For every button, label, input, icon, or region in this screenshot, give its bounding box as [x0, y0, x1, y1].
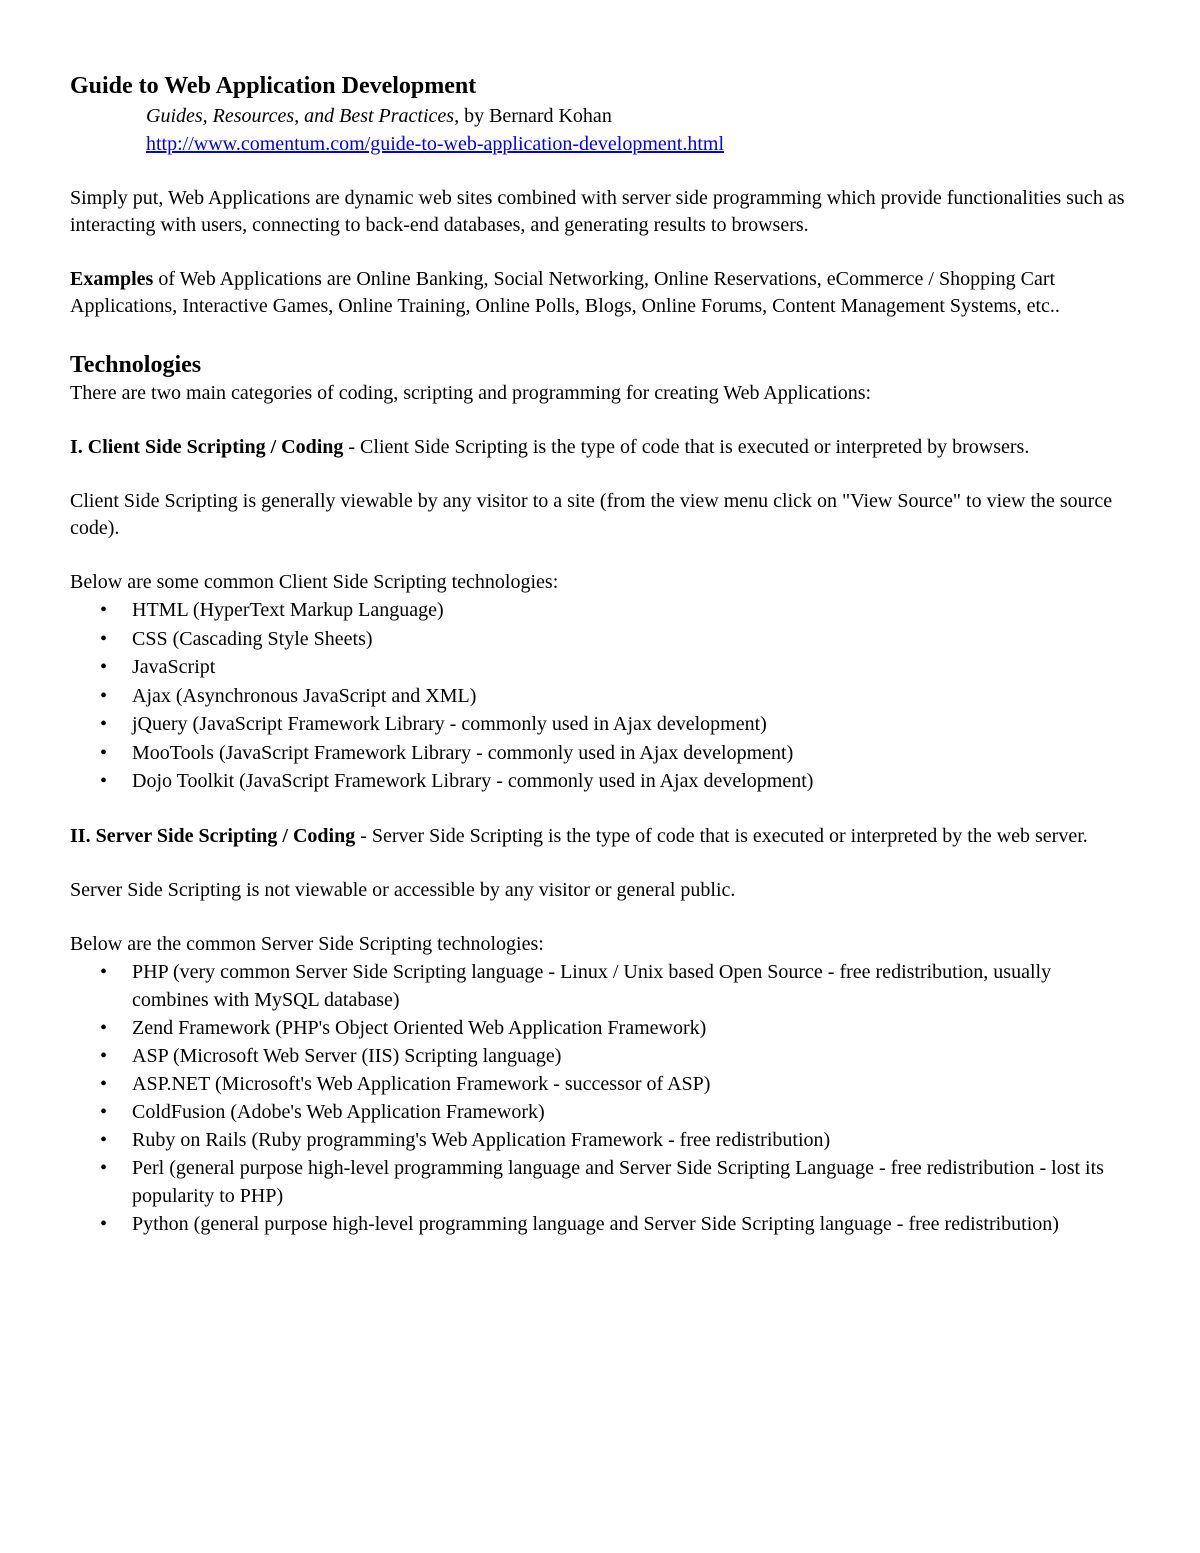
bullet-icon: •	[100, 1044, 108, 1067]
bullet-icon: •	[100, 1212, 108, 1235]
bullet-icon: •	[100, 960, 108, 983]
server-viewable: Server Side Scripting is not viewable or accessible by any visitor or general public.	[70, 878, 736, 901]
technologies-intro: There are two main categories of coding, scripting and programming for creating Web Applications:	[70, 382, 872, 404]
list-item: • Ruby on Rails (Ruby programming's Web Application Framework - free redistribution)	[70, 1126, 1130, 1154]
server-paragraph	[70, 823, 1130, 850]
subtitle-author: by Bernard Kohan	[459, 105, 612, 127]
bullet-icon: •	[100, 1016, 108, 1039]
list-item: • Ajax (Asynchronous JavaScript and XML)	[70, 682, 1130, 711]
client-viewable: Client Side Scripting is generally viewable by any visitor to a site (from the view menu click on "View Source" to view the source code).	[70, 490, 1113, 539]
technologies-heading: Technologies	[70, 352, 202, 378]
list-item: • MooTools (JavaScript Framework Library - commonly used in Ajax development)	[70, 739, 1130, 768]
subtitle-italic: Guides, Resources, and Best Practices,	[146, 105, 460, 127]
server-tech-list	[70, 958, 1130, 1238]
list-item: • Perl (general purpose high-level programming language and Server Side Scripting Language - free redistribution - lost its popularity to PHP)	[70, 1154, 1130, 1210]
list-item: • ColdFusion (Adobe's Web Application Framework)	[70, 1098, 1130, 1126]
list-item: • jQuery (JavaScript Framework Library - commonly used in Ajax development)	[70, 710, 1130, 739]
client-tech-list	[70, 596, 1130, 796]
bullet-icon: •	[100, 1156, 108, 1179]
intro-paragraph: Simply put, Web Applications are dynamic web sites combined with server side programming which provide functionalities such as interacting with users, connecting to back-end databases, and generating results to browsers.	[70, 187, 1125, 236]
bullet-icon: •	[100, 656, 108, 678]
page-title: Guide to Web Application Development	[70, 73, 477, 99]
client-label: I. Client Side Scripting / Coding	[70, 436, 344, 458]
source-link[interactable]: http://www.comentum.com/guide-to-web-application-development.html	[146, 133, 725, 155]
list-item: • Python (general purpose high-level programming language and Server Side Scripting language - free redistribution)	[70, 1210, 1130, 1238]
client-paragraph	[70, 434, 1130, 461]
list-item: • ASP (Microsoft Web Server (IIS) Scripting language)	[70, 1042, 1130, 1070]
bullet-icon: •	[100, 1072, 108, 1095]
subtitle	[146, 102, 1130, 130]
list-item: • HTML (HyperText Markup Language)	[70, 596, 1130, 625]
server-list-intro: Below are the common Server Side Scripting technologies:	[70, 932, 544, 955]
client-desc: - Client Side Scripting is the type of code that is executed or interpreted by browsers.	[343, 436, 1030, 458]
list-item: • Dojo Toolkit (JavaScript Framework Library - commonly used in Ajax development)	[70, 767, 1130, 796]
examples-text: of Web Applications are Online Banking, Social Networking, Online Reservations, eCommerce / Shopping Cart Applications, Interactive Games, Online Training, Online Polls, Blogs, Online Forums, Content Management Systems, etc..	[70, 268, 1060, 317]
list-item: • CSS (Cascading Style Sheets)	[70, 625, 1130, 654]
server-label: II. Server Side Scripting / Coding	[70, 824, 356, 847]
client-list-intro: Below are some common Client Side Scripting technologies:	[70, 571, 559, 593]
bullet-icon: •	[100, 1100, 108, 1123]
list-item: • JavaScript	[70, 653, 1130, 682]
examples-paragraph	[70, 266, 1130, 320]
bullet-icon: •	[100, 741, 108, 764]
list-item: • ASP.NET (Microsoft's Web Application Framework - successor of ASP)	[70, 1070, 1130, 1098]
list-item: • PHP (very common Server Side Scripting language - Linux / Unix based Open Source - free redistribution, usually combines with MySQL database)	[70, 958, 1130, 1014]
bullet-icon: •	[100, 684, 108, 707]
list-item: • Zend Framework (PHP's Object Oriented Web Application Framework)	[70, 1014, 1130, 1042]
examples-label: Examples	[70, 268, 154, 290]
document-page	[70, 70, 1130, 1238]
bullet-icon: •	[100, 770, 108, 792]
server-desc: - Server Side Scripting is the type of code that is executed or interpreted by the web server.	[355, 824, 1088, 847]
bullet-icon: •	[100, 1128, 108, 1151]
bullet-icon: •	[100, 627, 108, 650]
bullet-icon: •	[100, 713, 108, 735]
bullet-icon: •	[100, 599, 108, 621]
